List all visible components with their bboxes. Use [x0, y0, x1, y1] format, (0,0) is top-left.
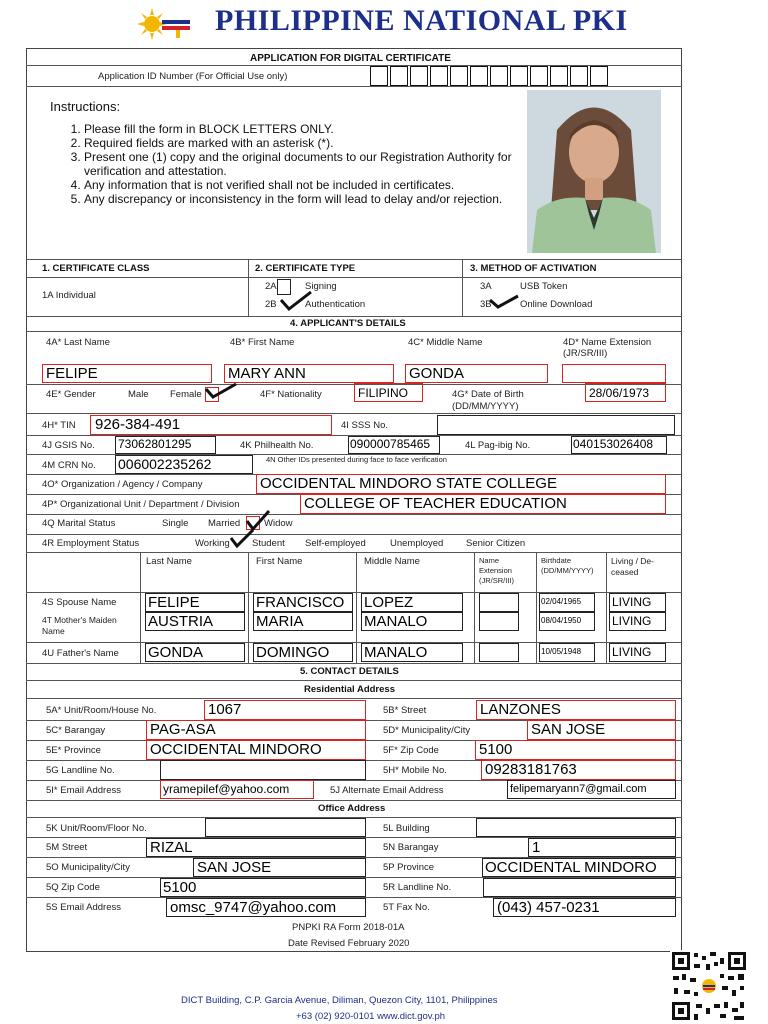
footer-contact: +63 (02) 920-0101 www.dict.gov.ph	[296, 1011, 446, 1022]
father-first: DOMINGO	[256, 644, 330, 661]
gsis-label: 4J GSIS No.	[42, 440, 95, 451]
qr-code-icon	[670, 950, 748, 1022]
last-name-value: FELIPE	[46, 365, 98, 382]
spouse-last: FELIPE	[148, 594, 200, 611]
first-name-label: 4B* First Name	[230, 337, 295, 348]
middle-name-label: 4C* Middle Name	[408, 337, 483, 348]
form-title: APPLICATION FOR DIGITAL CERTIFICATE	[250, 53, 451, 64]
res-alt-email-value: felipemaryann7@gmail.com	[510, 783, 647, 795]
father-label: 4U Father's Name	[42, 648, 119, 659]
off-zip-value: 5100	[163, 879, 197, 896]
gsis-value: 73062801295	[118, 437, 192, 451]
res-email-label: 5I* Email Address	[46, 785, 121, 796]
dob-sub: (DD/MM/YYYY)	[452, 401, 519, 412]
office-heading: Office Address	[318, 803, 386, 814]
emp-self-employed: Self-employed	[305, 538, 366, 549]
signing-label: Signing	[305, 281, 337, 292]
res-email-value: yramepilef@yahoo.com	[163, 782, 290, 796]
col-last-name: Last Name	[146, 556, 192, 567]
applicant-photo	[527, 90, 661, 253]
off-building-field[interactable]	[476, 818, 676, 837]
off-barangay-value: 1	[532, 839, 541, 856]
father-last: GONDA	[148, 644, 204, 661]
tin-value: 926-384-491	[95, 416, 181, 433]
instruction-item: 5. Any discrepancy or inconsistency in the form will lead to delay and/or rejection.	[84, 192, 514, 206]
off-municipality-label: 5O Municipality/City	[46, 862, 130, 873]
form-number: PNPKI RA Form 2018-01A	[292, 922, 405, 933]
usb-token-label: USB Token	[520, 281, 568, 292]
off-unit-field[interactable]	[205, 818, 366, 837]
mother-first: MARIA	[256, 613, 304, 630]
off-barangay-label: 5N Barangay	[383, 842, 439, 853]
res-street-label: 5B* Street	[383, 705, 427, 716]
off-province-label: 5P Province	[383, 862, 435, 873]
name-ext-sub: (JR/SR/III)	[563, 348, 608, 359]
crn-label: 4M CRN No.	[42, 460, 96, 471]
mother-label: 4T Mother's Maiden Name	[42, 615, 117, 636]
father-status: LIVING	[612, 645, 652, 659]
cert-class-individual: 1A Individual	[42, 290, 96, 301]
father-middle: MANALO	[364, 644, 428, 661]
activation-heading: 3. METHOD OF ACTIVATION	[470, 263, 597, 274]
res-unit-label: 5A* Unit/Room/House No.	[46, 705, 157, 716]
gender-female: Female	[170, 389, 202, 400]
marital-married: Married	[208, 518, 241, 529]
pki-logo-icon	[136, 6, 190, 42]
checkmark-icon	[279, 290, 313, 312]
cert-class-heading: 1. CERTIFICATE CLASS	[42, 263, 150, 274]
mother-birth: 08/04/1950	[541, 616, 582, 625]
off-fax-label: 5T Fax No.	[383, 902, 430, 913]
res-zip-label: 5F* Zip Code	[383, 745, 439, 756]
nationality-label: 4F* Nationality	[260, 389, 322, 400]
org-unit-value: COLLEGE OF TEACHER EDUCATION	[304, 495, 567, 512]
off-zip-label: 5Q Zip Code	[46, 882, 100, 893]
res-alt-email-label: 5J Alternate Email Address	[330, 785, 444, 796]
name-ext-field[interactable]	[562, 364, 666, 383]
instruction-item: 4. Any information that is not verified shall not be included in certificates.	[84, 178, 514, 192]
philhealth-label: 4K Philhealth No.	[240, 440, 314, 451]
off-province-value: OCCIDENTAL MINDORO	[485, 859, 657, 876]
off-barangay-field[interactable]	[528, 838, 676, 857]
off-landline-field[interactable]	[483, 878, 676, 897]
spouse-status: LIVING	[612, 595, 652, 609]
mother-middle: MANALO	[364, 613, 428, 630]
organization-value: OCCIDENTAL MINDORO STATE COLLEGE	[260, 475, 557, 492]
org-unit-label: 4P* Organizational Unit / Department / Division	[42, 499, 240, 510]
date-revised: Date Revised February 2020	[288, 938, 410, 949]
marital-single: Single	[162, 518, 189, 529]
applicant-details-heading: 4. APPLICANT'S DETAILS	[290, 318, 406, 329]
sss-field[interactable]	[437, 415, 675, 435]
pagibig-label: 4L Pag-ibig No.	[465, 440, 531, 451]
organization-label: 4O* Organization / Agency / Company	[42, 479, 203, 490]
instructions-heading: Instructions:	[50, 99, 121, 114]
off-street-value: RIZAL	[150, 839, 193, 856]
gender-label: 4E* Gender	[46, 389, 96, 400]
mother-status: LIVING	[612, 614, 652, 628]
sss-label: 4I SSS No.	[341, 420, 388, 431]
dob-label: 4G* Date of Birth	[452, 389, 524, 400]
marital-widow: Widow	[264, 518, 293, 529]
spouse-birth: 02/04/1965	[541, 597, 582, 606]
res-barangay-value: PAG-ASA	[150, 721, 216, 738]
off-unit-label: 5K Unit/Room/Floor No.	[46, 823, 147, 834]
footer-address: DICT Building, C.P. Garcia Avenue, Diliman, Quezon City, 1101, Philippines	[181, 995, 498, 1006]
emp-working: Working	[195, 538, 230, 549]
online-download-label: Online Download	[520, 299, 593, 310]
residential-heading: Residential Address	[304, 684, 395, 695]
res-mobile-label: 5H* Mobile No.	[383, 765, 447, 776]
nationality-value: FILIPINO	[358, 386, 409, 400]
col-name-ext: Name Extension (JR/SR/III)	[479, 556, 514, 585]
name-ext-label: 4D* Name Extension	[563, 337, 652, 348]
app-id-label: Application ID Number (For Official Use only)	[98, 71, 288, 82]
page-title: PHILIPPINE NATIONAL PKI	[215, 4, 628, 37]
instruction-item: 2. Required fields are marked with an asterisk (*).	[84, 136, 514, 150]
other-ids-label: 4N Other IDs presented during face to face verification	[266, 455, 447, 464]
mother-last: AUSTRIA	[148, 613, 214, 630]
father-ext-field[interactable]	[479, 643, 519, 662]
res-barangay-label: 5C* Barangay	[46, 725, 106, 736]
res-street-value: LANZONES	[480, 701, 561, 718]
spouse-ext-field[interactable]	[479, 593, 519, 612]
off-building-label: 5L Building	[383, 823, 430, 834]
off-email-label: 5S Email Address	[46, 902, 121, 913]
res-municipality-label: 5D* Municipality/City	[383, 725, 471, 736]
mother-ext-field[interactable]	[479, 612, 519, 631]
first-name-value: MARY ANN	[228, 365, 306, 382]
emp-unemployed: Unemployed	[390, 538, 444, 549]
type-2a-code: 2A	[265, 281, 277, 292]
off-street-label: 5M Street	[46, 842, 88, 853]
res-municipality-value: SAN JOSE	[531, 721, 606, 738]
contact-details-heading: 5. CONTACT DETAILS	[300, 666, 399, 677]
res-province-value: OCCIDENTAL MINDORO	[150, 741, 322, 758]
spouse-label: 4S Spouse Name	[42, 597, 117, 608]
authentication-label: Authentication	[305, 299, 366, 310]
res-landline-label: 5G Landline No.	[46, 765, 115, 776]
off-landline-label: 5R Landline No.	[383, 882, 452, 893]
col-birthdate: Birthdate (DD/MM/YYYY)	[541, 556, 594, 575]
checkmark-icon	[488, 294, 520, 310]
type-2b-code: 2B	[265, 299, 277, 310]
res-mobile-value: 09283181763	[485, 761, 577, 778]
checkmark-icon	[204, 381, 238, 401]
spouse-first: FRANCISCO	[256, 594, 345, 611]
father-birth: 10/05/1948	[541, 647, 582, 656]
employment-label: 4R Employment Status	[42, 538, 140, 549]
act-3b-code: 3B	[480, 299, 492, 310]
res-unit-value: 1067	[208, 701, 242, 718]
tin-label: 4H* TIN	[42, 420, 76, 431]
marital-status-label: 4Q Marital Status	[42, 518, 116, 529]
emp-senior: Senior Citizen	[466, 538, 526, 549]
philhealth-value: 090000785465	[350, 437, 431, 451]
instruction-item: 1. Please fill the form in BLOCK LETTERS ONLY.	[84, 122, 514, 136]
emp-student: Student	[252, 538, 285, 549]
act-3a-code: 3A	[480, 281, 492, 292]
res-province-label: 5E* Province	[46, 745, 101, 756]
col-living: Living / De-ceased	[611, 556, 654, 577]
res-zip-value: 5100	[479, 741, 513, 758]
res-landline-field[interactable]	[160, 760, 366, 780]
gender-male: Male	[128, 389, 149, 400]
middle-name-value: GONDA	[409, 365, 465, 382]
dob-value: 28/06/1973	[589, 386, 650, 400]
instruction-item: 3. Present one (1) copy and the original documents to our Registration Authority for verification and attestation.	[84, 150, 514, 178]
off-email-value: omsc_9747@yahoo.com	[170, 899, 337, 916]
instructions	[50, 100, 514, 206]
pagibig-value: 040153026408	[573, 437, 654, 451]
cert-type-heading: 2. CERTIFICATE TYPE	[255, 263, 356, 274]
col-first-name: First Name	[256, 556, 303, 567]
off-fax-value: (043) 457-0231	[497, 899, 600, 916]
app-id-boxes	[370, 66, 610, 91]
spouse-middle: LOPEZ	[364, 594, 414, 611]
off-municipality-value: SAN JOSE	[197, 859, 272, 876]
last-name-label: 4A* Last Name	[46, 337, 110, 348]
col-middle-name: Middle Name	[364, 556, 420, 567]
crn-value: 006002235262	[118, 456, 212, 472]
